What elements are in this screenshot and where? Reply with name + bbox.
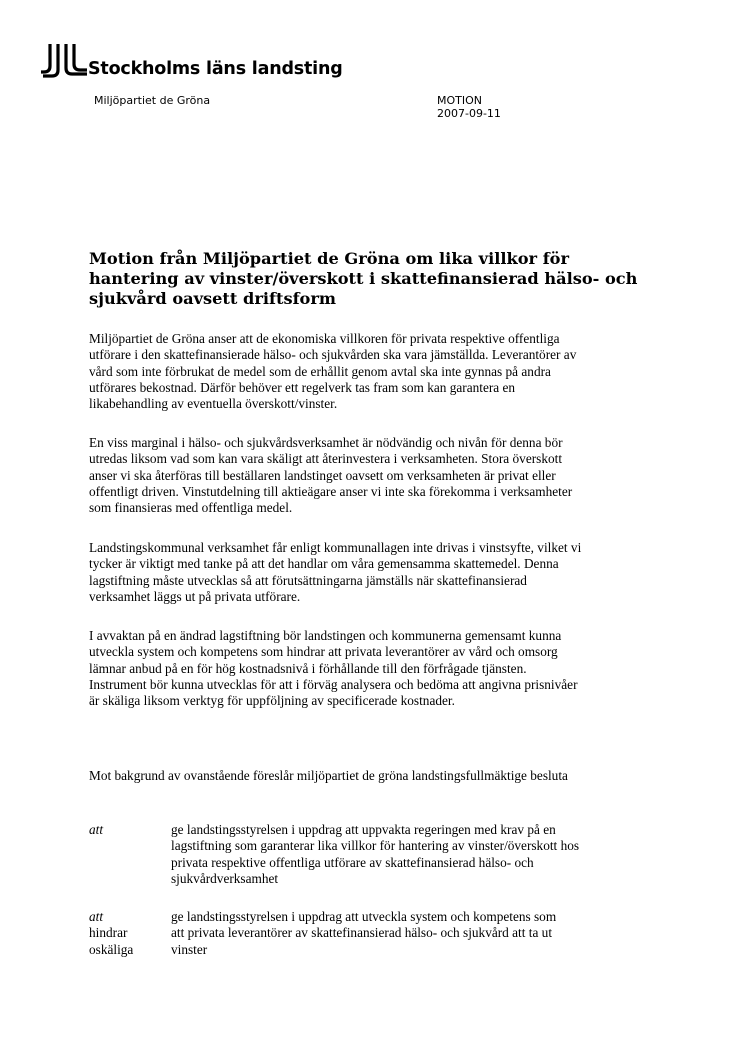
paragraph-line: Miljöpartiet de Gröna anser att de ekonomiska villkoren för privata respektive offentliga <box>89 331 560 346</box>
title-line: sjukvård oavsett driftsform <box>89 289 336 308</box>
clause-label-line: hindrar <box>89 925 128 941</box>
paragraph-line: offentligt driven. Vinstutdelning till aktieägare anser vi inte ska förekomma i verksamheter <box>89 483 573 499</box>
paragraph-line: vård som inte förbrukat de medel som de erhållit genom avtal ska inte gynnas på andra <box>89 363 551 379</box>
document-type: MOTION <box>437 94 482 107</box>
paragraph-line: utredas liksom vad som kan vara skäligt att återinvestera i verksamheten. Stora överskott <box>89 451 563 467</box>
clause-label <box>89 909 169 958</box>
paragraph-line: anser vi ska återföras till beställaren landstinget oavsett om verksamheten är privat eller <box>89 467 556 483</box>
paragraph-line: En viss marginal i hälso- och sjukvårdsverksamhet är nödvändig och nivån för denna bör <box>89 435 563 450</box>
paragraph <box>89 331 576 412</box>
paragraph-line: Landstingskommunal verksamhet får enligt kommunallagen inte drivas i vinstsyfte, vilket vi <box>89 540 582 555</box>
clause-label-line: att <box>89 822 104 837</box>
paragraph-line: verksamhet läggs ut på privata utförare. <box>89 588 301 604</box>
clause-line: sjukvårdverksamhet <box>171 870 279 886</box>
paragraph-line: likabehandling av eventuella överskott/vinster. <box>89 396 338 412</box>
clause-line: vinster <box>171 941 208 957</box>
paragraph <box>89 435 572 516</box>
clause-line: att privata leverantörer av skattefinansierad hälso- och sjukvård att ta ut <box>171 925 553 941</box>
paragraph-line: Mot bakgrund av ovanstående föreslår miljöpartiet de gröna landstingsfullmäktige besluta <box>89 768 568 783</box>
motion-title <box>89 249 669 309</box>
paragraph-line: lagstiftning måste utvecklas så att förutsättningarna jämställs när skattefinansierad <box>89 572 527 588</box>
paragraph <box>89 540 581 605</box>
clause-line: lagstiftning som garanterar lika villkor för hantering av vinster/överskott hos <box>171 838 580 854</box>
paragraph-line: lämnar anbud på en för hög kostnadsnivå i förhållande till den förfrågade tjänsten. <box>89 660 527 676</box>
clause-line: ge landstingsstyrelsen i uppdrag att utveckla system och kompetens som <box>171 909 557 924</box>
paragraph-line: utförares bekostnad. Därför behöver ett regelverk tas fram som kan garantera en <box>89 379 516 395</box>
paragraph-line: utförare i den skattefinansierade hälso- och sjukvården ska vara jämställda. Leverantörer av <box>89 347 577 363</box>
proposal-intro <box>89 768 568 784</box>
paragraph-line: I avvaktan på en ändrad lagstiftning bör landstingen och kommunerna gemensamt kunna <box>89 628 562 643</box>
clause-label-line: att <box>89 909 104 924</box>
title-line: Motion från Miljöpartiet de Gröna om lika villkor för <box>89 249 569 268</box>
clause-line: privata respektive offentliga utförare av skattefinansierad hälso- och <box>171 854 534 870</box>
organization-logo <box>41 44 343 78</box>
party-name: Miljöpartiet de Gröna <box>94 94 211 107</box>
title-line: hantering av vinster/överskott i skattefinansierad hälso- och <box>89 269 638 288</box>
clause-label <box>89 822 169 838</box>
clause-text <box>171 822 579 887</box>
organization-name: Stockholms läns landsting <box>88 58 343 79</box>
paragraph-line: Instrument bör kunna utvecklas för att i förväg analysera och bedöma att angivna prisnivåer <box>89 676 578 692</box>
paragraph-line: tycker är viktigt med tanke på att det handlar om våra gemensamma skattemedel. Denna <box>89 556 559 572</box>
clause-label-line: oskäliga <box>89 941 134 957</box>
document-date: 2007-09-11 <box>437 107 501 120</box>
paragraph-line: som finansieras med offentliga medel. <box>89 500 293 516</box>
paragraph-line: är skäliga liksom verktyg för uppföljning av specificerade kostnader. <box>89 693 455 709</box>
document-meta <box>437 94 501 120</box>
clause-text <box>171 909 556 958</box>
clause-line: ge landstingsstyrelsen i uppdrag att uppvakta regeringen med krav på en <box>171 822 556 837</box>
paragraph <box>89 628 578 709</box>
paragraph-line: utveckla system och kompetens som hindrar att privata leverantörer av vård och omsorg <box>89 644 558 660</box>
sll-logo-icon <box>41 44 87 78</box>
